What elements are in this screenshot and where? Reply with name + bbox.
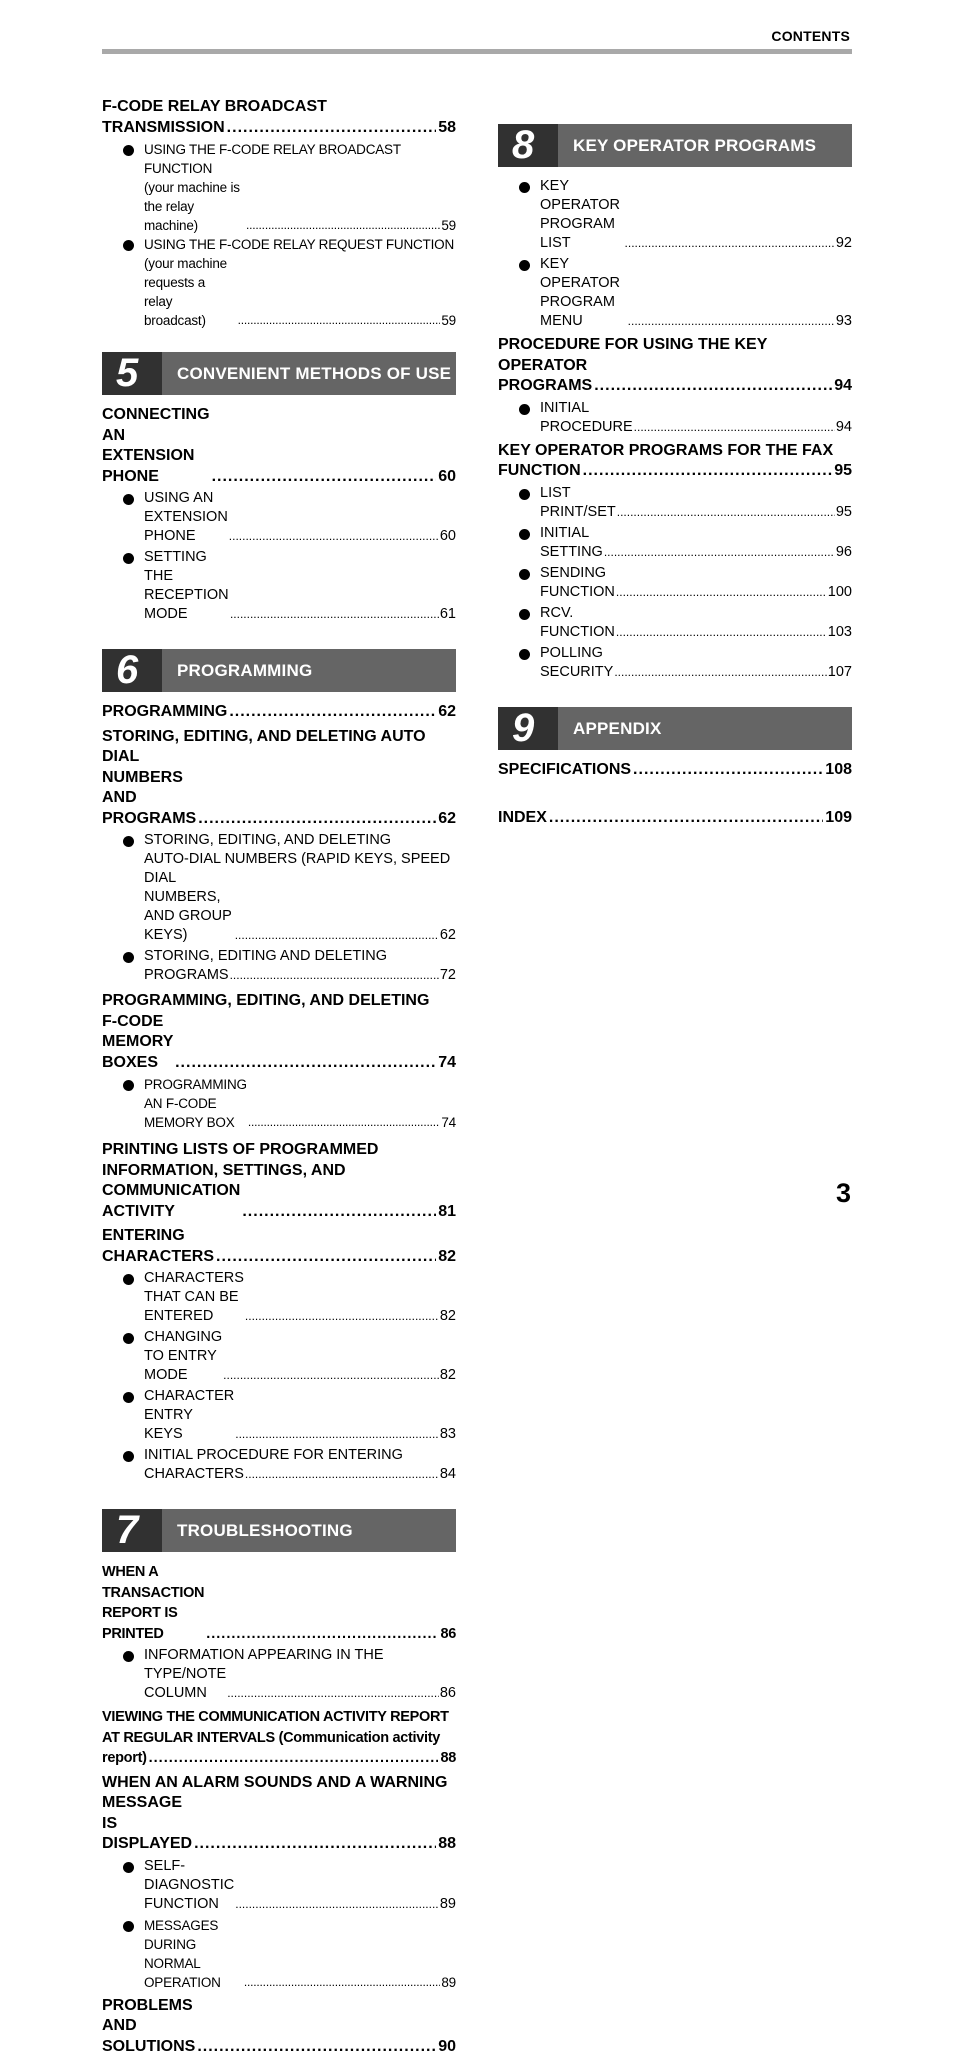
bullet-icon <box>519 649 530 660</box>
chapter-title: CONVENIENT METHODS OF USE <box>177 364 451 384</box>
bullet-icon <box>123 1862 134 1873</box>
chapter-number: 8 <box>512 122 534 169</box>
bullet-icon <box>519 529 530 540</box>
toc-entry-index[interactable]: INDEX ..... 109 <box>498 808 852 829</box>
toc-item[interactable]: STORING, EDITING, AND DELETING <box>102 831 456 850</box>
toc-entry-fcode-relay[interactable]: TRANSMISSION ..... 58 <box>102 118 456 139</box>
toc-entry-specifications[interactable]: SPECIFICATIONS ..... 108 <box>498 760 852 781</box>
toc-item[interactable]: PROGRAMMING AN F-CODE MEMORY BOX ..... 74 <box>102 1075 456 1132</box>
toc-section-fcode-relay <box>102 97 456 330</box>
bullet-icon <box>519 404 530 415</box>
chapter-title: PROGRAMMING <box>177 661 312 681</box>
toc-section-programming <box>102 702 456 1484</box>
toc-item[interactable]: MESSAGES DURING NORMAL OPERATION ..... 89 <box>102 1916 456 1992</box>
toc-item[interactable]: INITIAL PROCEDURE FOR ENTERING <box>102 1446 456 1465</box>
page-number: 3 <box>836 1178 851 1209</box>
page-ref: 58 <box>438 118 456 139</box>
toc-entry-title-line: PROGRAMMING, EDITING, AND DELETING <box>102 991 456 1012</box>
chapter-title: TROUBLESHOOTING <box>177 1521 353 1541</box>
toc-entry-printing[interactable]: COMMUNICATION ACTIVITY ..... 81 <box>102 1181 456 1222</box>
toc-item-continued[interactable]: CHARACTERS ..... 84 <box>102 1465 456 1484</box>
chapter-number: 7 <box>116 1507 138 1554</box>
toc-item[interactable]: USING THE F-CODE RELAY REQUEST FUNCTION <box>102 235 456 254</box>
bullet-icon <box>123 145 134 156</box>
toc-item[interactable]: SETTING THE RECEPTION MODE ..... 61 <box>102 548 456 624</box>
toc-section-extension-phone <box>102 405 456 624</box>
toc-item[interactable]: INITIAL PROCEDURE ..... 94 <box>498 399 852 437</box>
bullet-icon <box>123 553 134 564</box>
toc-item-continued[interactable]: PROGRAMS ..... 72 <box>102 966 456 985</box>
running-header: CONTENTS <box>771 28 850 44</box>
toc-entry-title-line: KEY OPERATOR PROGRAMS FOR THE FAX <box>498 441 852 462</box>
toc-section-key-operator <box>498 177 852 682</box>
chapter-banner-8 <box>498 124 852 167</box>
toc-entry-title-line: F-CODE RELAY BROADCAST <box>102 97 456 118</box>
toc-item[interactable]: INFORMATION APPEARING IN THE <box>102 1646 456 1665</box>
toc-item[interactable]: CHARACTERS THAT CAN BE ENTERED ..... 82 <box>102 1269 456 1326</box>
toc-item[interactable]: KEY OPERATOR PROGRAM LIST ..... 92 <box>498 177 852 253</box>
toc-entry-title-line: WHEN AN ALARM SOUNDS AND A WARNING <box>102 1773 456 1794</box>
toc-item-continued[interactable]: (your machine requests a relay broadcast) ..... 59 <box>102 254 456 330</box>
bullet-icon <box>123 240 134 251</box>
toc-entry-problems[interactable]: PROBLEMS AND SOLUTIONS ..... 90 <box>102 1996 456 2057</box>
toc-entry-title-line: AT REGULAR INTERVALS (Communication activity <box>102 1728 456 1749</box>
toc-item[interactable]: LIST PRINT/SET ..... 95 <box>498 484 852 522</box>
bullet-icon <box>519 569 530 580</box>
bullet-icon <box>519 489 530 500</box>
toc-entry-title-line: VIEWING THE COMMUNICATION ACTIVITY REPORT <box>102 1707 456 1728</box>
bullet-icon <box>123 952 134 963</box>
bullet-icon <box>519 182 530 193</box>
toc-entry-extension-phone[interactable]: CONNECTING AN EXTENSION PHONE ..... 60 <box>102 405 456 487</box>
toc-item-continued[interactable]: TYPE/NOTE COLUMN ..... 86 <box>102 1665 456 1703</box>
toc-item[interactable]: SELF-DIAGNOSTIC FUNCTION ..... 89 <box>102 1857 456 1914</box>
toc-item[interactable]: CHANGING TO ENTRY MODE ..... 82 <box>102 1328 456 1385</box>
chapter-banner-6 <box>102 649 456 692</box>
toc-section-troubleshooting <box>102 1562 456 2057</box>
chapter-banner-9 <box>498 707 852 750</box>
chapter-banner-7 <box>102 1509 456 1552</box>
header-rule <box>102 49 852 54</box>
toc-entry-alarm[interactable]: MESSAGE IS DISPLAYED ..... 88 <box>102 1793 456 1855</box>
toc-item[interactable]: CHARACTER ENTRY KEYS ..... 83 <box>102 1387 456 1444</box>
toc-entry-fax[interactable]: FUNCTION ..... 95 <box>498 461 852 482</box>
toc-entry-programming[interactable]: PROGRAMMING ..... 62 <box>102 702 456 723</box>
bullet-icon <box>519 609 530 620</box>
bullet-icon <box>123 1333 134 1344</box>
toc-item[interactable]: USING THE F-CODE RELAY BROADCAST <box>102 140 456 159</box>
bullet-icon <box>123 1274 134 1285</box>
toc-item[interactable]: RCV. FUNCTION ..... 103 <box>498 604 852 642</box>
toc-entry-viewing[interactable]: report) ..... 88 <box>102 1748 456 1769</box>
bullet-icon <box>123 1651 134 1662</box>
toc-item[interactable]: STORING, EDITING AND DELETING <box>102 947 456 966</box>
toc-entry-title-line: PROCEDURE FOR USING THE KEY <box>498 335 852 356</box>
right-column <box>498 124 852 829</box>
toc-item-continued[interactable]: DIAL NUMBERS, AND GROUP KEYS) ..... 62 <box>102 869 456 945</box>
toc-item[interactable]: KEY OPERATOR PROGRAM MENU ..... 93 <box>498 255 852 331</box>
toc-section-appendix <box>498 760 852 829</box>
bullet-icon <box>123 1392 134 1403</box>
bullet-icon <box>123 836 134 847</box>
toc-item-continued[interactable]: AUTO-DIAL NUMBERS (RAPID KEYS, SPEED <box>102 850 456 869</box>
chapter-title: APPENDIX <box>573 719 662 739</box>
toc-entry-report[interactable]: WHEN A TRANSACTION REPORT IS PRINTED ..... 86 <box>102 1562 456 1644</box>
toc-entry-fcode-boxes[interactable]: F-CODE MEMORY BOXES ..... 74 <box>102 1012 456 1074</box>
toc-item[interactable]: INITIAL SETTING ..... 96 <box>498 524 852 562</box>
toc-item[interactable]: POLLING SECURITY ..... 107 <box>498 644 852 682</box>
toc-item-continued[interactable]: FUNCTION (your machine is the relay machine) ..... 59 <box>102 159 456 235</box>
bullet-icon <box>123 494 134 505</box>
bullet-icon <box>519 260 530 271</box>
toc-entry-title-line: INFORMATION, SETTINGS, AND <box>102 1161 456 1182</box>
chapter-banner-5 <box>102 352 456 395</box>
toc-item[interactable]: SENDING FUNCTION ..... 100 <box>498 564 852 602</box>
bullet-icon <box>123 1921 134 1932</box>
chapter-number: 6 <box>116 647 138 694</box>
toc-entry-title-line: PRINTING LISTS OF PROGRAMMED <box>102 1140 456 1161</box>
toc-entry-title-line: STORING, EDITING, AND DELETING AUTO DIAL <box>102 727 456 768</box>
chapter-number: 9 <box>512 705 534 752</box>
toc-item[interactable]: USING AN EXTENSION PHONE ..... 60 <box>102 489 456 546</box>
bullet-icon <box>123 1080 134 1091</box>
toc-entry-procedure[interactable]: OPERATOR PROGRAMS ..... 94 <box>498 356 852 397</box>
bullet-icon <box>123 1451 134 1462</box>
left-column <box>102 97 456 2057</box>
chapter-title: KEY OPERATOR PROGRAMS <box>573 136 816 156</box>
toc-entry-entering[interactable]: ENTERING CHARACTERS ..... 82 <box>102 1226 456 1267</box>
toc-entry-storing[interactable]: NUMBERS AND PROGRAMS ..... 62 <box>102 768 456 830</box>
chapter-number: 5 <box>116 350 138 397</box>
